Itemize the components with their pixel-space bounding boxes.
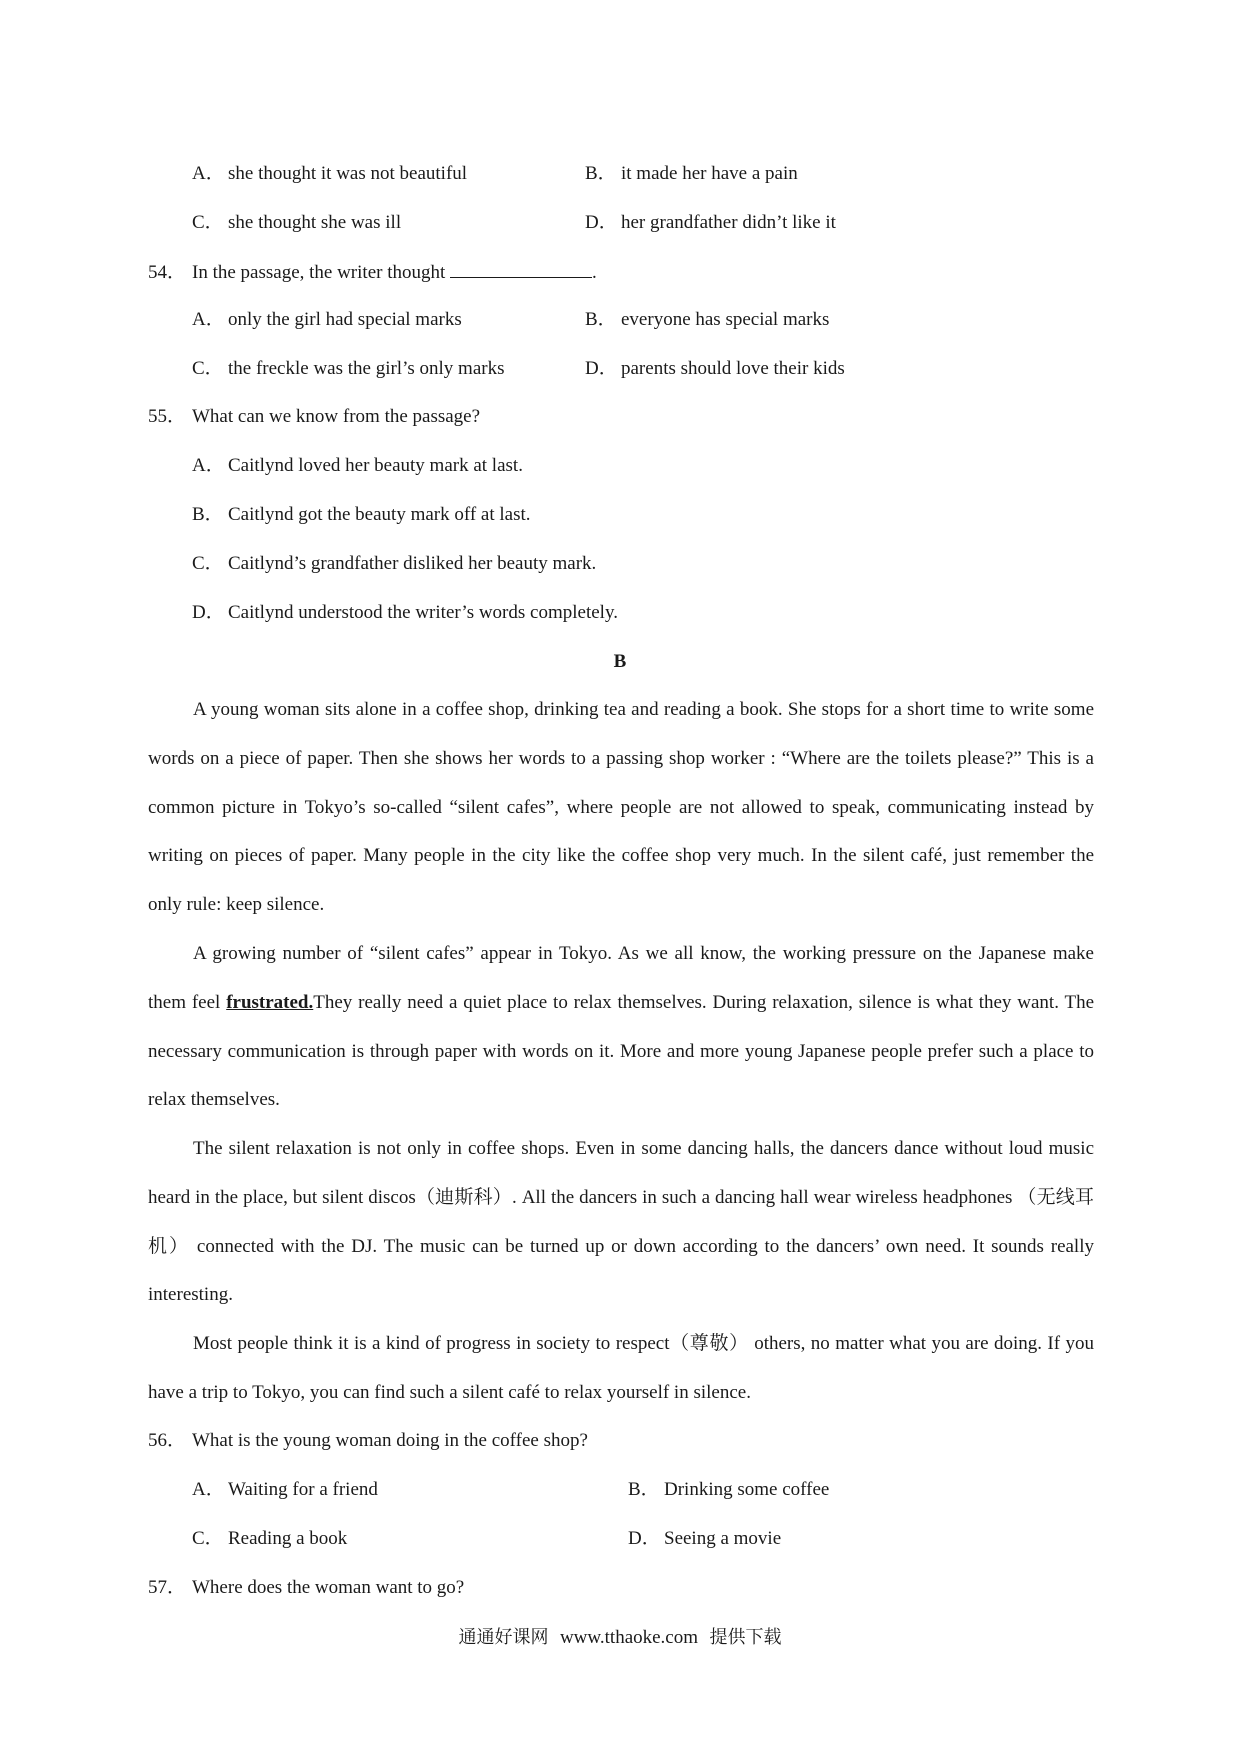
q54-option-c: [192, 357, 504, 381]
option-letter: D．: [585, 212, 618, 233]
q55-option-d: [192, 601, 618, 625]
paragraph-text: A growing number of “silent cafes” appear in Tokyo. As we all know, the working pressure on the Japanese make them feel: [148, 943, 1094, 1013]
option-letter: C．: [192, 212, 224, 233]
option-text: parents should love their kids: [621, 358, 845, 379]
q54-option-a: [192, 308, 462, 332]
question-number: 57．: [148, 1577, 187, 1598]
paragraph-text: They really need a quiet place to relax themselves. During relaxation, silence is what they want. The necessary communication is through paper with words on it. More and more young Japanese people prefer such a place to relax themselves.: [148, 991, 1095, 1111]
passage-paragraph-3: The silent relaxation is not only in coffee shops. Even in some dancing halls, the dancers dance without loud music heard in the place, but silent discos（迪斯科）. All the dancers in such a dancing hall wear wireless headphones （无线耳机） connected with the DJ. The music can be turned up or down according to the dancers’ own need. It sounds really interesting.: [148, 1138, 1094, 1306]
q56-option-d: [628, 1527, 781, 1551]
option-letter: D．: [192, 602, 225, 623]
option-letter: C．: [192, 553, 224, 574]
q56-option-b: [628, 1478, 829, 1502]
q54-option-d: [585, 357, 845, 381]
option-text: she thought she was ill: [228, 212, 402, 233]
question-stem-end: .: [592, 262, 597, 283]
question-number: 56．: [148, 1430, 187, 1451]
option-text: only the girl had special marks: [228, 309, 462, 330]
option-letter: A．: [192, 309, 225, 330]
question-number: 55．: [148, 406, 187, 427]
question-stem: What is the young woman doing in the coffee shop?: [192, 1430, 588, 1451]
option-text: Caitlynd understood the writer’s words completely.: [228, 602, 618, 623]
option-text: Waiting for a friend: [228, 1479, 378, 1500]
question-56: [148, 1429, 588, 1453]
underlined-word: frustrated.: [226, 991, 314, 1013]
page-footer: [0, 1626, 1240, 1650]
q55-option-b: [192, 503, 531, 527]
section-title: B: [613, 651, 627, 672]
question-55: [148, 405, 480, 429]
question-stem: In the passage, the writer thought: [192, 262, 451, 283]
q54-option-b: [585, 308, 829, 332]
q56-option-c: [192, 1527, 347, 1551]
question-stem: Where does the woman want to go?: [192, 1577, 465, 1598]
q53-option-c: [192, 211, 401, 235]
question-stem: What can we know from the passage?: [192, 406, 481, 427]
option-letter: B．: [585, 163, 617, 184]
footer-site-name: 通通好课网: [458, 1627, 549, 1648]
option-text: Caitlynd got the beauty mark off at last.: [228, 504, 531, 525]
question-57: [148, 1576, 464, 1600]
option-letter: B．: [192, 504, 224, 525]
footer-url: www.tthaoke.com: [559, 1627, 699, 1648]
q53-option-d: [585, 211, 836, 235]
footer-tail: 提供下载: [709, 1627, 782, 1648]
option-text: Caitlynd’s grandfather disliked her beauty mark.: [228, 553, 597, 574]
option-text: Caitlynd loved her beauty mark at last.: [228, 455, 523, 476]
passage-paragraph-4: Most people think it is a kind of progress in society to respect（尊敬） others, no matter what you are doing. If you have a trip to Tokyo, you can find such a silent café to relax yourself in silence.: [148, 1333, 1094, 1403]
option-letter: D．: [628, 1528, 661, 1549]
question-number: 54．: [148, 262, 187, 283]
q55-option-a: [192, 454, 523, 478]
question-54: [148, 259, 597, 285]
passage-paragraph-1: A young woman sits alone in a coffee shop, drinking tea and reading a book. She stops for a short time to write some words on a piece of paper. Then she shows her words to a passing shop worker : “Where are the toilets please?” This is a common picture in Tokyo’s so-called “silent cafes”, where people are not allowed to speak, communicating instead by writing on pieces of paper. Many people in the city like the coffee shop very much. In the silent café, just remember the only rule: keep silence.: [148, 699, 1094, 916]
option-letter: A．: [192, 1479, 225, 1500]
option-letter: A．: [192, 455, 225, 476]
option-text: Drinking some coffee: [664, 1479, 830, 1500]
option-letter: A．: [192, 163, 225, 184]
option-text: her grandfather didn’t like it: [621, 212, 836, 233]
q53-option-a: [192, 162, 467, 186]
option-text: it made her have a pain: [621, 163, 798, 184]
q55-option-c: [192, 552, 596, 576]
option-text: everyone has special marks: [621, 309, 830, 330]
q56-option-a: [192, 1478, 378, 1502]
answer-blank: [450, 259, 592, 278]
passage-paragraph-2: [148, 930, 1094, 1125]
option-text: the freckle was the girl’s only marks: [228, 358, 505, 379]
q53-option-b: [585, 162, 798, 186]
option-letter: B．: [628, 1479, 660, 1500]
option-letter: B．: [585, 309, 617, 330]
option-letter: D．: [585, 358, 618, 379]
option-text: she thought it was not beautiful: [228, 163, 468, 184]
option-text: Reading a book: [228, 1528, 348, 1549]
option-text: Seeing a movie: [664, 1528, 782, 1549]
option-letter: C．: [192, 358, 224, 379]
option-letter: C．: [192, 1528, 224, 1549]
